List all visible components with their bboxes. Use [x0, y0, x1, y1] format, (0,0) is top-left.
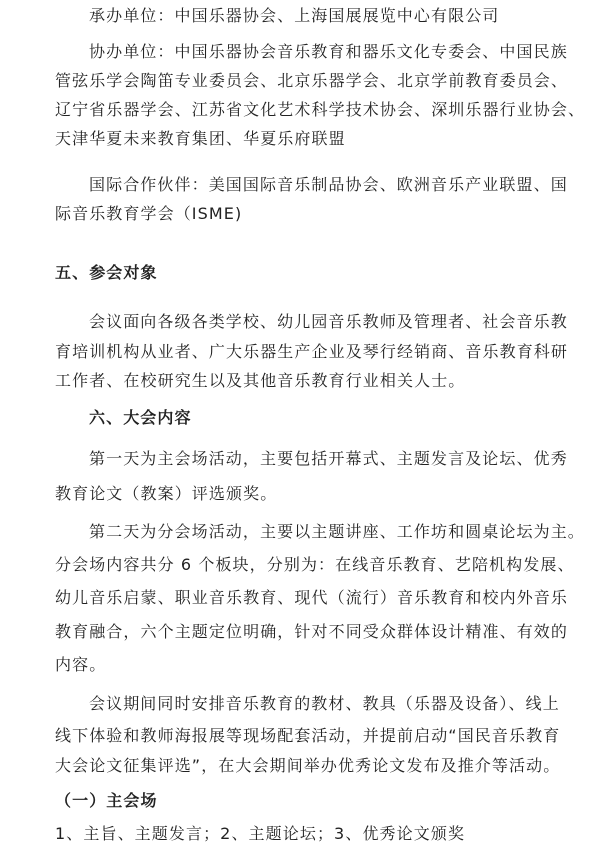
day2-line-3: 幼儿音乐启蒙、职业音乐教育、现代（流行）音乐教育和校内外音乐 [55, 588, 569, 607]
section6-heading: 六、大会内容 [89, 408, 192, 427]
section5-body-line-3: 工作者、在校研究生以及其他音乐教育行业相关人士。 [55, 371, 466, 390]
section5-heading: 五、参会对象 [55, 263, 158, 282]
meeting-line-2: 线下体验和教师海报展等现场配套活动，并提前启动“国民音乐教育 [55, 726, 561, 745]
day2-line-5: 内容。 [55, 655, 107, 674]
day2-line-1: 第二天为分会场活动，主要以主题讲座、工作坊和圆桌论坛为主。 [89, 522, 585, 541]
partners-line-1: 国际合作伙伴：美国国际音乐制品协会、欧洲音乐产业联盟、国 [89, 175, 568, 194]
main-venue-heading: （一）主会场 [55, 791, 158, 810]
day2-line-4: 教育融合，六个主题定位明确，针对不同受众群体设计精准、有效的 [55, 622, 569, 641]
day1-line-1: 第一天为主会场活动，主要包括开幕式、主题发言及论坛、优秀 [89, 449, 568, 468]
day2-line-2: 分会场内容共分 6 个板块，分别为：在线音乐教育、艺陪机构发展、 [55, 555, 575, 574]
day1-line-2: 教育论文（教案）评选颁奖。 [55, 484, 278, 503]
co-organizer-line-2: 管弦乐学会陶笛专业委员会、北京乐器学会、北京学前教育委员会、 [55, 71, 569, 90]
main-venue-items: 1、主旨、主题发言；2、主题论坛；3、优秀论文颁奖 [55, 824, 466, 843]
meeting-line-3: 大会论文征集评选”，在大会期间举办优秀论文发布及推介等活动。 [55, 756, 561, 775]
partners-line-2: 际音乐教育学会（ISME) [55, 204, 243, 223]
co-organizer-line-3: 辽宁省乐器学会、江苏省文化艺术科学技术协会、深圳乐器行业协会、 [55, 100, 586, 119]
organizer-line: 承办单位：中国乐器协会、上海国展展览中心有限公司 [89, 6, 500, 25]
section5-body-line-1: 会议面向各级各类学校、幼儿园音乐教师及管理者、社会音乐教 [89, 312, 568, 331]
co-organizer-line-4: 天津华夏未来教育集团、华夏乐府联盟 [55, 129, 346, 148]
section5-body-line-2: 育培训机构从业者、广大乐器生产企业及琴行经销商、音乐教育科研 [55, 342, 569, 361]
meeting-line-1: 会议期间同时安排音乐教育的教材、教具（乐器及设备）、线上 [89, 694, 560, 713]
co-organizer-line-1: 协办单位：中国乐器协会音乐教育和器乐文化专委会、中国民族 [89, 42, 568, 61]
